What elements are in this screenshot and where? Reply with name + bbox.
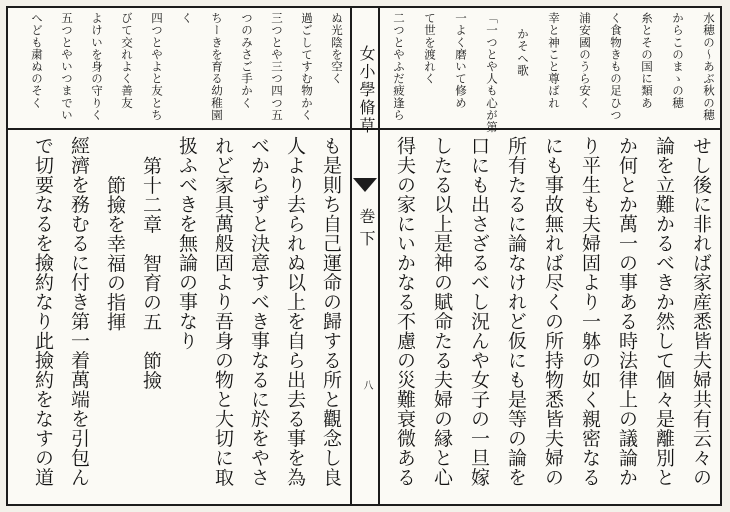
text-column: 論を立難かるべきか然して個々是離別と [653,136,675,487]
text-column: 扱ふべきを無論の事なり [176,136,198,351]
text-column: 水穂の〜あぶ秋の穂 [702,12,716,121]
text-column: 幸と神こと尊ばれ [547,12,561,109]
text-column: よけいを身の守りく [90,12,104,121]
text-column: 人より去られぬ以上を自ら出去る事を為 [284,136,306,487]
fishtail-mark [353,178,377,192]
text-column: 經濟を務むるに付き第一着萬端を引包ん [68,136,90,487]
volume-label: 巻下 [357,208,376,252]
text-column: にも事故無れば尽くの所持物悉皆夫婦の [542,136,564,487]
text-column: く [180,12,194,25]
text-column: びて交れよく善友 [120,12,134,109]
text-column: つのみさご手かく [240,12,254,109]
text-column: 「一つとや人も心が第 [485,12,499,133]
text-column: へども粛ぬのそく [30,12,44,109]
text-column: せし後に非れば家産悉皆夫婦共有云々の [690,136,712,487]
center-rule-right [378,8,380,504]
center-margin [352,18,378,498]
text-column: り平生も夫婦固より一躰の如く親密なる [579,136,601,487]
text-column: ちーきを育る幼稚園 [210,12,224,121]
text-column: 得夫の家にいかなる不慮の災難衰微ある [394,136,416,487]
text-column: て世を渡れく [423,12,437,85]
text-column: 一よく磨いて修め [454,12,468,109]
text-column: 三つとや三つ四つ五 [270,12,284,121]
book-title: 女小學脩草 [357,45,376,135]
text-column: 過ごしてすむ物かく [300,12,314,121]
text-column: べからずと決意すべき事なるに於をやさ [248,136,270,487]
text-column: で切要なるを撿約なり此撿約をなすの道 [32,136,54,487]
text-column: 五つとやいつまでい [60,12,74,121]
chapter-heading: 第十二章 智育の五 節撿 [140,156,162,390]
text-column: かそへ歌 [516,28,530,77]
text-column: 二つとやふだ疲逢ら [392,12,406,121]
text-column: 所有たるに論なけれど仮にも是等の論を [505,136,527,487]
page-number: 八 [361,380,372,390]
text-column: 糸とその国に類あ [640,12,654,109]
text-column: からこのまゝの穂 [671,12,685,109]
text-column: か何とか萬一の事ある時法律上の議論か [616,136,638,487]
text-column: 四つとやよと友とち [150,12,164,121]
text-column: ぬ光陰を空く [330,12,344,85]
text-column: したる以上是神の賦命たる夫婦の縁と心 [431,136,453,487]
text-column: れど家具萬般固より吾身の物と大切に取 [212,136,234,487]
text-column: 浦安國のうら安く [578,12,592,109]
section-heading: 節撿を幸福の指揮 [104,156,126,332]
book-spread [6,6,722,506]
text-column: 口にも出さざるべし況んや女子の一旦嫁 [468,136,490,487]
text-column: も是則ち自己運命の歸する所と觀念し良 [320,136,342,487]
text-column: く食物きもの足ひつ [609,12,623,121]
